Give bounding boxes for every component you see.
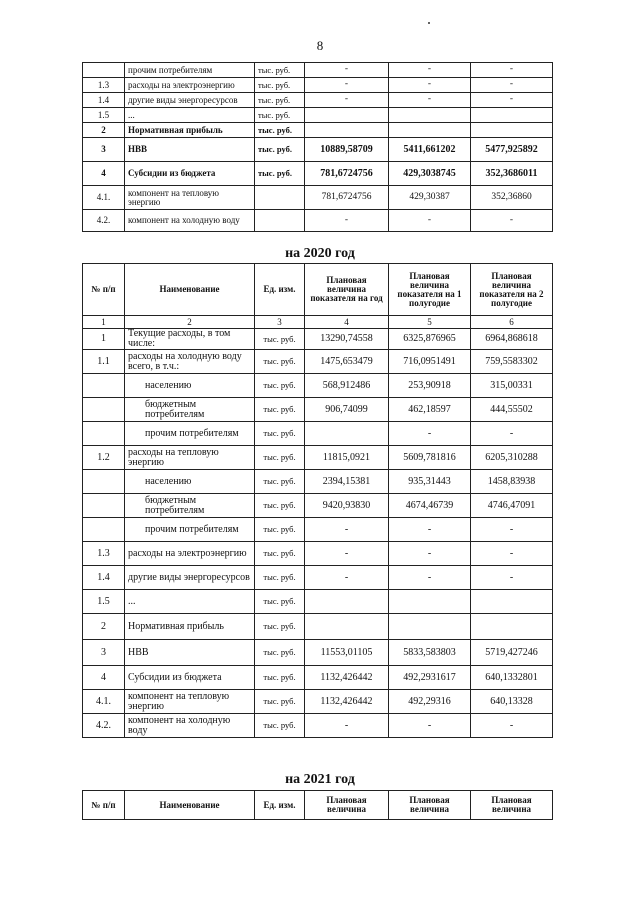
- row-unit: тыс. руб.: [255, 566, 305, 590]
- table-row: [83, 640, 553, 666]
- row-value-h2: 6964,868618: [471, 329, 553, 350]
- row-name: другие виды энергоресурсов: [125, 93, 255, 108]
- header-plan-year: Плановая величина: [305, 791, 389, 820]
- row-name: компонент на холодную воду: [125, 210, 255, 232]
- row-value-h2: -: [471, 566, 553, 590]
- colnum: 5: [389, 316, 471, 329]
- colnum: 2: [125, 316, 255, 329]
- row-number: 4: [83, 666, 125, 690]
- row-value-h1: 429,30387: [389, 186, 471, 210]
- row-value-h1: 492,29316: [389, 690, 471, 714]
- row-value-h1: [389, 108, 471, 123]
- row-number: 4.1.: [83, 690, 125, 714]
- row-name: Субсидии из бюджета: [125, 162, 255, 186]
- row-value-h2: -: [471, 714, 553, 738]
- table-row: [83, 518, 553, 542]
- colnum: 4: [305, 316, 389, 329]
- row-value-year: [305, 123, 389, 138]
- header-row: [83, 791, 553, 820]
- row-name: бюджетным потребителям: [125, 398, 255, 422]
- table-row: [83, 470, 553, 494]
- row-value-h1: 716,0951491: [389, 350, 471, 374]
- row-unit: тыс. руб.: [255, 374, 305, 398]
- row-name: НВВ: [125, 138, 255, 162]
- row-number: [83, 63, 125, 78]
- header-name: Наименование: [125, 264, 255, 316]
- row-unit: тыс. руб.: [255, 398, 305, 422]
- table-row: [83, 123, 553, 138]
- row-name: компонент на тепловую энергию: [125, 690, 255, 714]
- row-number: 2: [83, 123, 125, 138]
- table-row: [83, 350, 553, 374]
- row-value-h2: [471, 614, 553, 640]
- row-number: 1.4: [83, 93, 125, 108]
- header-plan-h1: Плановая величина: [389, 791, 471, 820]
- header-unit: Ед. изм.: [255, 264, 305, 316]
- row-value-year: 781,6724756: [305, 186, 389, 210]
- row-value-year: -: [305, 542, 389, 566]
- year-heading-2020: на 2020 год: [285, 246, 355, 261]
- row-value-year: -: [305, 566, 389, 590]
- row-value-h2: -: [471, 63, 553, 78]
- row-name: другие виды энергоресурсов: [125, 566, 255, 590]
- row-unit: [255, 210, 305, 232]
- row-number: [83, 518, 125, 542]
- row-value-year: -: [305, 63, 389, 78]
- row-value-year: 13290,74558: [305, 329, 389, 350]
- row-unit: тыс. руб.: [255, 666, 305, 690]
- row-value-h1: -: [389, 63, 471, 78]
- row-name: населению: [125, 374, 255, 398]
- row-value-year: 1132,426442: [305, 690, 389, 714]
- header-row: [83, 264, 553, 316]
- row-unit: тыс. руб.: [255, 714, 305, 738]
- row-name: бюджетным потребителям: [125, 494, 255, 518]
- row-value-h1: -: [389, 93, 471, 108]
- row-unit: тыс. руб.: [255, 422, 305, 446]
- row-value-h2: 5719,427246: [471, 640, 553, 666]
- row-value-h1: 935,31443: [389, 470, 471, 494]
- row-name: прочим потребителям: [125, 518, 255, 542]
- row-number: 3: [83, 640, 125, 666]
- row-unit: тыс. руб.: [255, 640, 305, 666]
- row-number: 4: [83, 162, 125, 186]
- row-number: 4.1.: [83, 186, 125, 210]
- row-unit: тыс. руб.: [255, 329, 305, 350]
- row-value-h2: 6205,310288: [471, 446, 553, 470]
- colnum-row: [83, 316, 553, 329]
- row-value-h1: [389, 590, 471, 614]
- table-row: [83, 162, 553, 186]
- colnum: 6: [471, 316, 553, 329]
- row-value-h1: 6325,876965: [389, 329, 471, 350]
- row-unit: [255, 186, 305, 210]
- row-name: ...: [125, 108, 255, 123]
- row-value-h2: [471, 590, 553, 614]
- row-number: 1.3: [83, 542, 125, 566]
- row-number: [83, 422, 125, 446]
- row-unit: тыс. руб.: [255, 350, 305, 374]
- row-value-h2: 640,1332801: [471, 666, 553, 690]
- row-unit: тыс. руб.: [255, 78, 305, 93]
- row-value-h2: 315,00331: [471, 374, 553, 398]
- row-number: 1.4: [83, 566, 125, 590]
- row-value-h2: -: [471, 542, 553, 566]
- row-value-year: [305, 108, 389, 123]
- table-row: [83, 210, 553, 232]
- row-unit: тыс. руб.: [255, 138, 305, 162]
- row-value-h1: 5609,781816: [389, 446, 471, 470]
- row-value-year: 781,6724756: [305, 162, 389, 186]
- row-unit: тыс. руб.: [255, 590, 305, 614]
- header-unit: Ед. изм.: [255, 791, 305, 820]
- scan-dot: [428, 22, 430, 24]
- row-number: [83, 470, 125, 494]
- row-value-year: -: [305, 714, 389, 738]
- header-plan-h1: Плановая величина показателя на 1 полугодие: [389, 264, 471, 316]
- table-2021: [82, 790, 553, 820]
- row-value-h2: 640,13328: [471, 690, 553, 714]
- row-value-h2: 1458,83938: [471, 470, 553, 494]
- table-row: [83, 446, 553, 470]
- row-unit: тыс. руб.: [255, 123, 305, 138]
- row-value-year: 1475,653479: [305, 350, 389, 374]
- table-row: [83, 374, 553, 398]
- year-heading-2021: на 2021 год: [285, 772, 355, 787]
- row-name: Нормативная прибыль: [125, 614, 255, 640]
- row-name: Субсидии из бюджета: [125, 666, 255, 690]
- table-row: [83, 78, 553, 93]
- row-number: 1.3: [83, 78, 125, 93]
- row-value-year: 1132,426442: [305, 666, 389, 690]
- row-value-year: 9420,93830: [305, 494, 389, 518]
- row-value-h2: -: [471, 93, 553, 108]
- row-value-h1: [389, 614, 471, 640]
- row-value-year: [305, 614, 389, 640]
- row-number: 1.1: [83, 350, 125, 374]
- row-value-h1: 5411,661202: [389, 138, 471, 162]
- row-unit: тыс. руб.: [255, 108, 305, 123]
- row-name: Нормативная прибыль: [125, 123, 255, 138]
- row-value-h2: 352,36860: [471, 186, 553, 210]
- row-value-year: -: [305, 78, 389, 93]
- row-value-year: -: [305, 210, 389, 232]
- header-plan-h2: Плановая величина: [471, 791, 553, 820]
- row-name: прочим потребителям: [125, 422, 255, 446]
- header-num: № п/п: [83, 791, 125, 820]
- row-value-h1: -: [389, 542, 471, 566]
- table-row: [83, 542, 553, 566]
- row-value-h1: 462,18597: [389, 398, 471, 422]
- row-number: 1.5: [83, 108, 125, 123]
- row-name: расходы на электроэнергию: [125, 542, 255, 566]
- table-row: [83, 566, 553, 590]
- row-name: населению: [125, 470, 255, 494]
- row-value-h2: -: [471, 78, 553, 93]
- row-value-h1: 429,3038745: [389, 162, 471, 186]
- row-name: расходы на электроэнергию: [125, 78, 255, 93]
- row-number: 3: [83, 138, 125, 162]
- row-value-year: [305, 590, 389, 614]
- row-number: 4.2.: [83, 210, 125, 232]
- row-value-h2: -: [471, 210, 553, 232]
- row-value-year: 568,912486: [305, 374, 389, 398]
- row-value-h2: -: [471, 518, 553, 542]
- row-unit: тыс. руб.: [255, 542, 305, 566]
- row-value-year: -: [305, 93, 389, 108]
- table-continued: [82, 62, 553, 232]
- row-value-year: 11815,0921: [305, 446, 389, 470]
- table-row: [83, 63, 553, 78]
- row-number: 1.5: [83, 590, 125, 614]
- table-row: [83, 329, 553, 350]
- table-row: [83, 590, 553, 614]
- row-unit: тыс. руб.: [255, 446, 305, 470]
- row-unit: тыс. руб.: [255, 614, 305, 640]
- table-row: [83, 666, 553, 690]
- table-row: [83, 494, 553, 518]
- row-number: 2: [83, 614, 125, 640]
- row-value-year: -: [305, 518, 389, 542]
- row-name: расходы на холодную воду всего, в т.ч.:: [125, 350, 255, 374]
- header-plan-year: Плановая величина показателя на год: [305, 264, 389, 316]
- table-row: [83, 93, 553, 108]
- row-name: ...: [125, 590, 255, 614]
- row-unit: тыс. руб.: [255, 494, 305, 518]
- row-value-year: [305, 422, 389, 446]
- table-row: [83, 398, 553, 422]
- header-plan-h2: Плановая величина показателя на 2 полугодие: [471, 264, 553, 316]
- row-number: 1: [83, 329, 125, 350]
- row-value-h1: 253,90918: [389, 374, 471, 398]
- table-row: [83, 690, 553, 714]
- row-value-h1: -: [389, 566, 471, 590]
- row-name: прочим потребителям: [125, 63, 255, 78]
- row-unit: тыс. руб.: [255, 470, 305, 494]
- row-unit: тыс. руб.: [255, 690, 305, 714]
- row-value-year: 906,74099: [305, 398, 389, 422]
- row-value-h2: 352,3686011: [471, 162, 553, 186]
- row-value-h1: -: [389, 714, 471, 738]
- row-value-h1: -: [389, 210, 471, 232]
- row-unit: тыс. руб.: [255, 63, 305, 78]
- row-number: 4.2.: [83, 714, 125, 738]
- table-row: [83, 614, 553, 640]
- row-number: 1.2: [83, 446, 125, 470]
- row-value-h1: -: [389, 518, 471, 542]
- row-number: [83, 398, 125, 422]
- table-2020: [82, 263, 553, 738]
- row-unit: тыс. руб.: [255, 518, 305, 542]
- row-value-h2: 759,5583302: [471, 350, 553, 374]
- row-number: [83, 494, 125, 518]
- table-row: [83, 714, 553, 738]
- row-value-h1: 5833,583803: [389, 640, 471, 666]
- row-value-h2: 4746,47091: [471, 494, 553, 518]
- row-value-year: 2394,15381: [305, 470, 389, 494]
- table-row: [83, 186, 553, 210]
- row-name: компонент на тепловую энергию: [125, 186, 255, 210]
- row-value-h1: -: [389, 422, 471, 446]
- row-value-year: 11553,01105: [305, 640, 389, 666]
- header-num: № п/п: [83, 264, 125, 316]
- row-value-h2: [471, 123, 553, 138]
- table-row: [83, 108, 553, 123]
- page-number: 8: [316, 38, 324, 53]
- row-value-h2: -: [471, 422, 553, 446]
- row-unit: тыс. руб.: [255, 93, 305, 108]
- row-name: расходы на тепловую энергию: [125, 446, 255, 470]
- row-name: компонент на холодную воду: [125, 714, 255, 738]
- row-value-h2: [471, 108, 553, 123]
- table-row: [83, 422, 553, 446]
- row-value-h1: 492,2931617: [389, 666, 471, 690]
- row-value-h2: 444,55502: [471, 398, 553, 422]
- row-value-h1: [389, 123, 471, 138]
- header-name: Наименование: [125, 791, 255, 820]
- colnum: 3: [255, 316, 305, 329]
- row-value-h1: 4674,46739: [389, 494, 471, 518]
- row-name: НВВ: [125, 640, 255, 666]
- row-value-h2: 5477,925892: [471, 138, 553, 162]
- row-value-h1: -: [389, 78, 471, 93]
- table-row: [83, 138, 553, 162]
- row-value-year: 10889,58709: [305, 138, 389, 162]
- row-number: [83, 374, 125, 398]
- colnum: 1: [83, 316, 125, 329]
- row-name: Текущие расходы, в том числе:: [125, 329, 255, 350]
- row-unit: тыс. руб.: [255, 162, 305, 186]
